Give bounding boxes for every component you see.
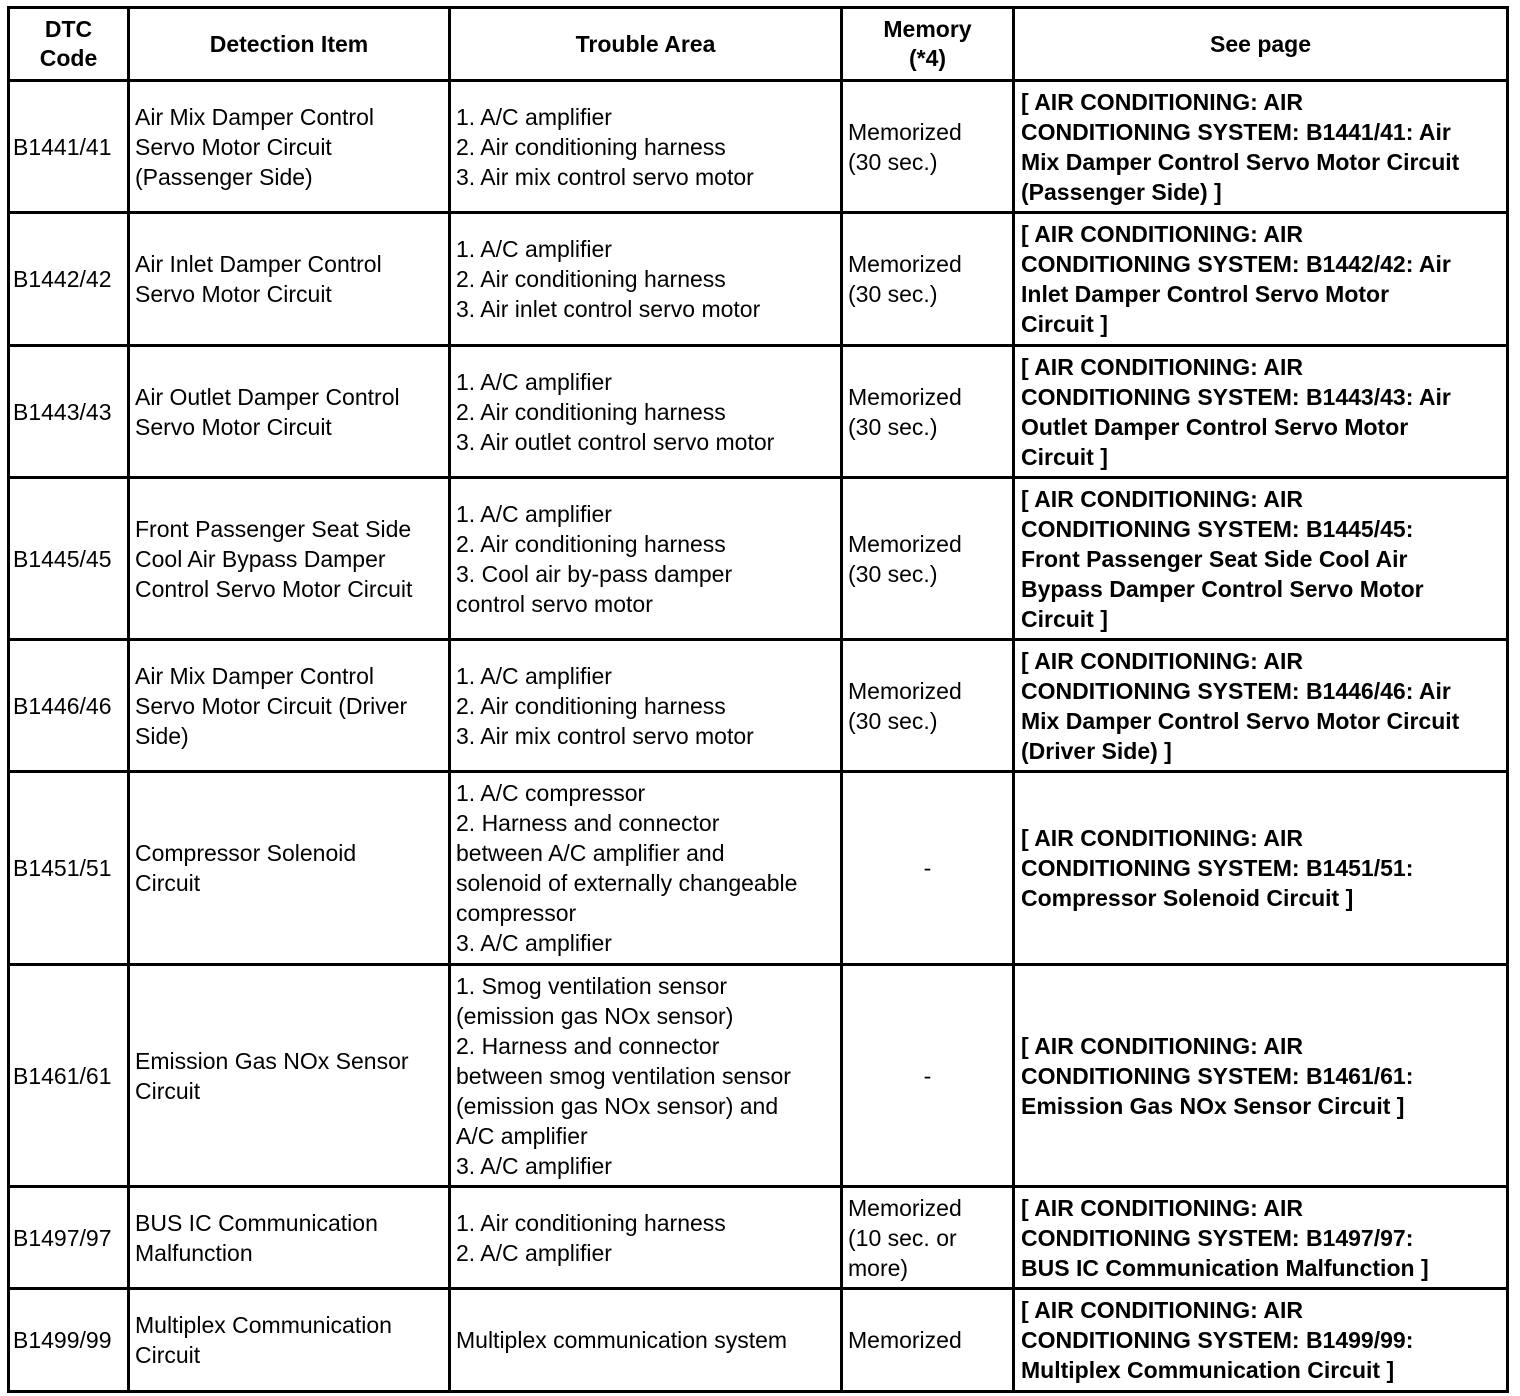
memory-cell: - [842, 965, 1014, 1187]
dtc-code-cell: B1443/43 [9, 346, 129, 478]
dtc-code-cell: B1441/41 [9, 81, 129, 213]
see-page-cell: [ AIR CONDITIONING: AIR CONDITIONING SYSTEM: B1499/99: Multiplex Communication Circuit ] [1014, 1289, 1508, 1392]
see-page-cell: [ AIR CONDITIONING: AIR CONDITIONING SYSTEM: B1445/45: Front Passenger Seat Side Cool Air Bypass Damper Control Servo Motor Circuit ] [1014, 478, 1508, 640]
table-row [9, 640, 1508, 772]
trouble-area-cell: 1. A/C compressor 2. Harness and connector between A/C amplifier and solenoid of externally changeable compressor 3. A/C amplifier [450, 772, 842, 965]
table-row [9, 772, 1508, 965]
memory-cell: Memorized (30 sec.) [842, 213, 1014, 346]
detection-item-cell: Emission Gas NOx Sensor Circuit [129, 965, 450, 1187]
see-page-cell: [ AIR CONDITIONING: AIR CONDITIONING SYSTEM: B1451/51: Compressor Solenoid Circuit ] [1014, 772, 1508, 965]
dtc-table [7, 6, 1509, 1393]
detection-item-cell: BUS IC Communication Malfunction [129, 1187, 450, 1289]
detection-item-cell: Air Inlet Damper Control Servo Motor Circuit [129, 213, 450, 346]
detection-item-cell: Air Outlet Damper Control Servo Motor Circuit [129, 346, 450, 478]
memory-cell: Memorized (30 sec.) [842, 640, 1014, 772]
memory-cell: Memorized [842, 1289, 1014, 1392]
table-body [9, 81, 1508, 1392]
memory-cell: - [842, 772, 1014, 965]
table-row [9, 346, 1508, 478]
table-row [9, 478, 1508, 640]
see-page-cell: [ AIR CONDITIONING: AIR CONDITIONING SYSTEM: B1443/43: Air Outlet Damper Control Servo Motor Circuit ] [1014, 346, 1508, 478]
see-page-cell: [ AIR CONDITIONING: AIR CONDITIONING SYSTEM: B1497/97: BUS IC Communication Malfunction ] [1014, 1187, 1508, 1289]
dtc-code-cell: B1499/99 [9, 1289, 129, 1392]
memory-cell: Memorized (30 sec.) [842, 346, 1014, 478]
detection-item-cell: Front Passenger Seat Side Cool Air Bypass Damper Control Servo Motor Circuit [129, 478, 450, 640]
trouble-area-cell: 1. Air conditioning harness 2. A/C amplifier [450, 1187, 842, 1289]
trouble-area-cell: 1. Smog ventilation sensor (emission gas NOx sensor) 2. Harness and connector between smog ventilation sensor (emission gas NOx sensor) and A/C amplifier 3. A/C amplifier [450, 965, 842, 1187]
memory-cell: Memorized (10 sec. or more) [842, 1187, 1014, 1289]
dtc-code-cell: B1445/45 [9, 478, 129, 640]
see-page-cell: [ AIR CONDITIONING: AIR CONDITIONING SYSTEM: B1441/41: Air Mix Damper Control Servo Motor Circuit (Passenger Side) ] [1014, 81, 1508, 213]
detection-item-cell: Air Mix Damper Control Servo Motor Circuit (Driver Side) [129, 640, 450, 772]
trouble-area-cell: Multiplex communication system [450, 1289, 842, 1392]
dtc-code-cell: B1451/51 [9, 772, 129, 965]
dtc-code-cell: B1442/42 [9, 213, 129, 346]
dtc-code-cell: B1446/46 [9, 640, 129, 772]
trouble-area-cell: 1. A/C amplifier 2. Air conditioning harness 3. Air mix control servo motor [450, 640, 842, 772]
see-page-cell: [ AIR CONDITIONING: AIR CONDITIONING SYSTEM: B1442/42: Air Inlet Damper Control Servo Motor Circuit ] [1014, 213, 1508, 346]
header-memory: Memory (*4) [842, 8, 1014, 81]
detection-item-cell: Multiplex Communication Circuit [129, 1289, 450, 1392]
header-row [9, 8, 1508, 81]
see-page-cell: [ AIR CONDITIONING: AIR CONDITIONING SYSTEM: B1446/46: Air Mix Damper Control Servo Motor Circuit (Driver Side) ] [1014, 640, 1508, 772]
dtc-code-cell: B1497/97 [9, 1187, 129, 1289]
trouble-area-cell: 1. A/C amplifier 2. Air conditioning harness 3. Air outlet control servo motor [450, 346, 842, 478]
trouble-area-cell: 1. A/C amplifier 2. Air conditioning harness 3. Cool air by-pass damper control servo motor [450, 478, 842, 640]
trouble-area-cell: 1. A/C amplifier 2. Air conditioning harness 3. Air mix control servo motor [450, 81, 842, 213]
table-row [9, 1187, 1508, 1289]
table-row [9, 1289, 1508, 1392]
table-row [9, 965, 1508, 1187]
header-dtc-code: DTC Code [9, 8, 129, 81]
trouble-area-cell: 1. A/C amplifier 2. Air conditioning harness 3. Air inlet control servo motor [450, 213, 842, 346]
memory-cell: Memorized (30 sec.) [842, 478, 1014, 640]
header-see-page: See page [1014, 8, 1508, 81]
detection-item-cell: Air Mix Damper Control Servo Motor Circuit (Passenger Side) [129, 81, 450, 213]
see-page-cell: [ AIR CONDITIONING: AIR CONDITIONING SYSTEM: B1461/61: Emission Gas NOx Sensor Circuit ] [1014, 965, 1508, 1187]
detection-item-cell: Compressor Solenoid Circuit [129, 772, 450, 965]
header-detection-item: Detection Item [129, 8, 450, 81]
memory-cell: Memorized (30 sec.) [842, 81, 1014, 213]
header-trouble-area: Trouble Area [450, 8, 842, 81]
dtc-code-cell: B1461/61 [9, 965, 129, 1187]
table-row [9, 213, 1508, 346]
table-row [9, 81, 1508, 213]
